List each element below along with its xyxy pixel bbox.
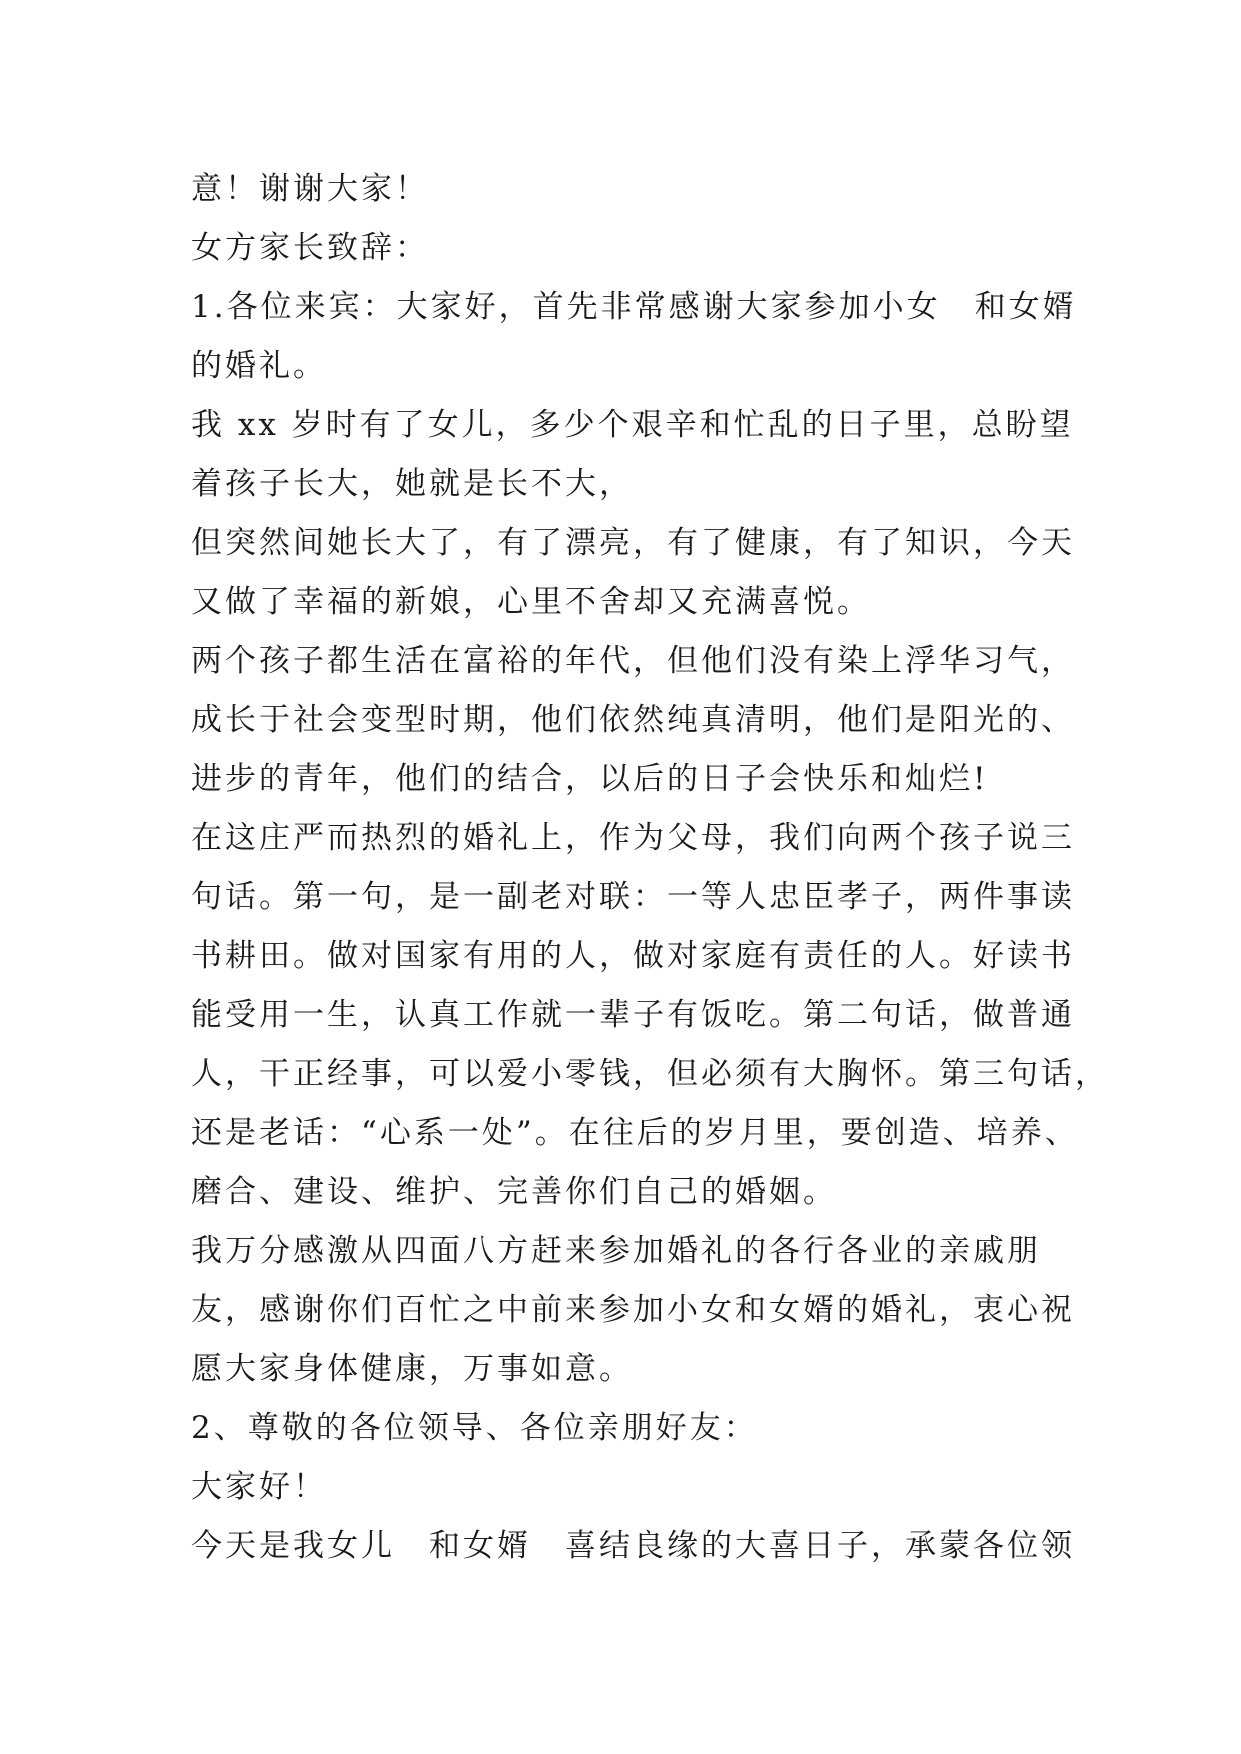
text-line: 能受用一生，认真工作就一辈子有饭吃。第二句话，做普通 — [191, 997, 1075, 1033]
text-line: 但突然间她长大了，有了漂亮，有了健康，有了知识，今天 — [191, 525, 1075, 561]
text-line: 大家好！ — [191, 1469, 327, 1505]
text-line: 意！谢谢大家！ — [191, 171, 429, 207]
text-line: 又做了幸福的新娘，心里不舍却又充满喜悦。 — [191, 584, 871, 620]
text-line: 两个孩子都生活在富裕的年代，但他们没有染上浮华习气， — [191, 643, 1075, 679]
text-line: 在这庄严而热烈的婚礼上，作为父母，我们向两个孩子说三 — [191, 820, 1075, 856]
section-heading: 女方家长致辞： — [191, 230, 429, 266]
text-line: 今天是我女儿 和女婿 喜结良缘的大喜日子，承蒙各位领 — [191, 1528, 1075, 1564]
text-line: 成长于社会变型时期，他们依然纯真清明，他们是阳光的、 — [191, 702, 1075, 738]
text-line: 着孩子长大，她就是长不大， — [191, 466, 633, 502]
text-line: 的婚礼。 — [191, 348, 327, 384]
document-body — [191, 160, 1109, 1576]
text-line: 进步的青年，他们的结合，以后的日子会快乐和灿烂! — [191, 761, 989, 797]
text-line: 磨合、建设、维护、完善你们自己的婚姻。 — [191, 1174, 837, 1210]
text-line: 2、尊敬的各位领导、各位亲朋好友： — [191, 1410, 758, 1446]
text-line: 书耕田。做对国家有用的人，做对家庭有责任的人。好读书 — [191, 938, 1075, 974]
text-line: 我 xx 岁时有了女儿，多少个艰辛和忙乱的日子里，总盼望 — [191, 407, 1074, 443]
text-line: 友，感谢你们百忙之中前来参加小女和女婿的婚礼，衷心祝 — [191, 1292, 1075, 1328]
text-line: 1.各位来宾：大家好，首先非常感谢大家参加小女 和女婿 — [191, 289, 1077, 325]
text-line: 还是老话：“心系一处”。在往后的岁月里，要创造、培养、 — [191, 1115, 1079, 1151]
text-line: 句话。第一句，是一副老对联：一等人忠臣孝子，两件事读 — [191, 879, 1075, 915]
text-line: 愿大家身体健康，万事如意。 — [191, 1351, 633, 1387]
text-line: 我万分感激从四面八方赶来参加婚礼的各行各业的亲戚朋 — [191, 1233, 1041, 1269]
text-line: 人，干正经事，可以爱小零钱，但必须有大胸怀。第三句话， — [191, 1056, 1109, 1092]
